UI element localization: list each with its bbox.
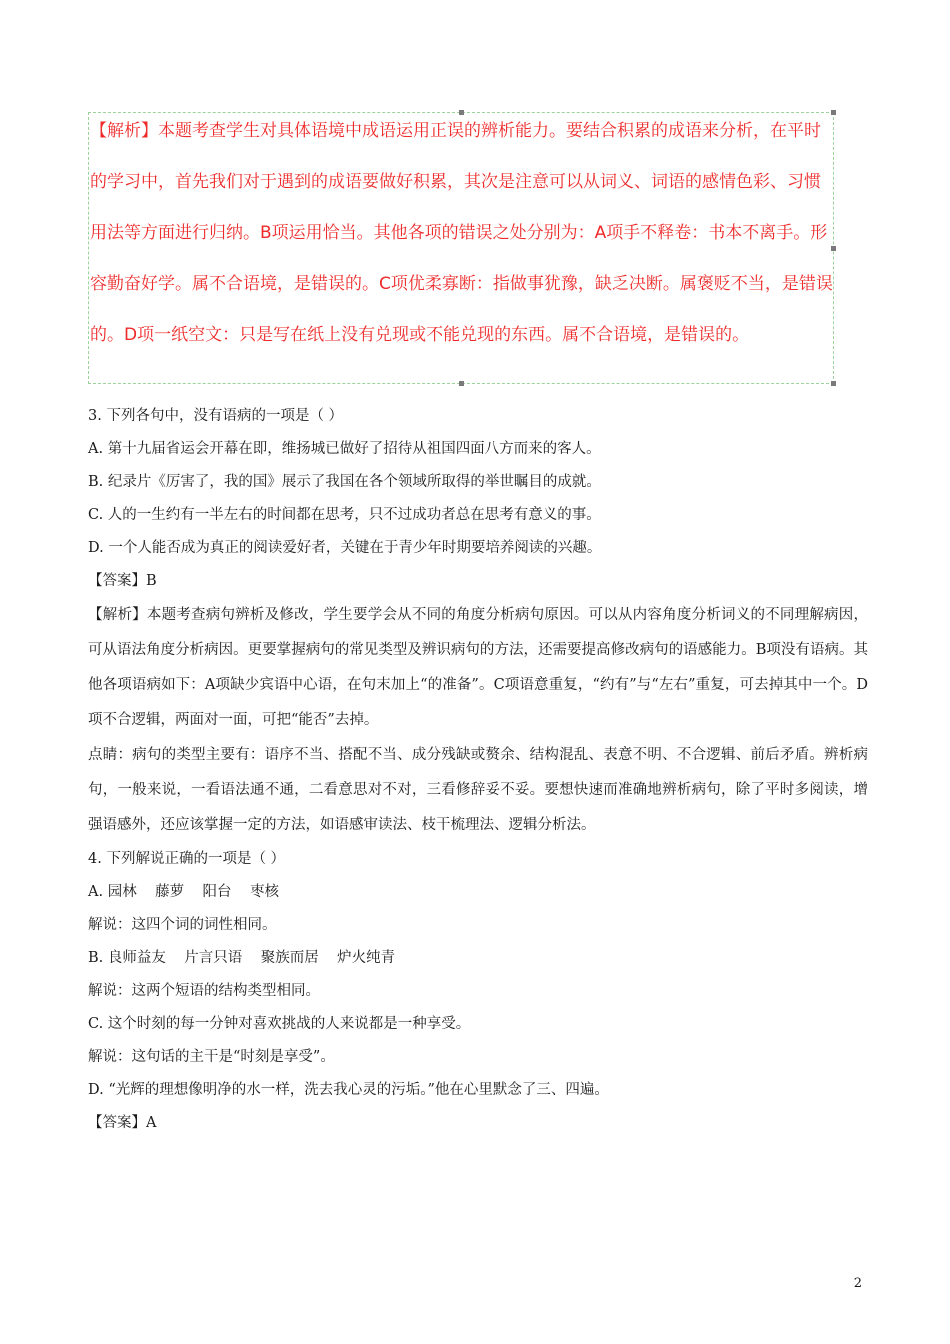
q3-option-a: A. 第十九届省运会开幕在即，维扬城已做好了招待从祖国四面八方而来的客人。 [88, 441, 601, 457]
q3-option-b: B. 纪录片《厉害了，我的国》展示了我国在各个领域所取得的举世瞩目的成就。 [88, 474, 601, 490]
q4-explain-a: 解说：这四个词的词性相同。 [88, 917, 277, 933]
resize-handle-bottom-right[interactable] [831, 381, 836, 386]
red-analysis-text: 【解析】本题考查学生对具体语境中成语运用正误的辨析能力。要结合积累的成语来分析，在平时的学习中，首先我们对于遇到的成语要做好积累，其次是注意可以从词义、词语的感情色彩、习惯用法等方面进行归纳。B项运用恰当。其他各项的错误之处分别为：A项手不释卷：书本不离手。形容勤奋好学。属不合语境，是错误的。C项优柔寡断：指做事犹豫，缺乏决断。属褒贬不当，是错误的。D项一纸空文：只是写在纸上没有兑现或不能兑现的东西。属不合语境，是错误的。 [90, 121, 833, 345]
q3-tip: 点睛：病句的类型主要有：语序不当、搭配不当、成分残缺或赘余、结构混乱、表意不明、不合逻辑、前后矛盾。辨析病句，一般来说，一看语法通不通，二看意思对不对，三看修辞妥不妥。要想快速而准确地辨析病句，除了平时多阅读，增强语感外，还应该掌握一定的方法，如语感审读法、枝干梳理法、逻辑分析法。 [88, 747, 868, 833]
q4-stem: 4. 下列解说正确的一项是（ ） [88, 851, 286, 867]
q4-explain-b: 解说：这两个短语的结构类型相同。 [88, 983, 320, 999]
q4-option-d: D. “光辉的理想像明净的水一样，洗去我心灵的污垢。”他在心里默念了三、四遍。 [88, 1082, 609, 1098]
q3-option-d: D. 一个人能否成为真正的阅读爱好者，关键在于青少年时期要培养阅读的兴趣。 [88, 540, 602, 556]
document-body [88, 400, 868, 1140]
q4-option-c: C. 这个时刻的每一分钟对喜欢挑战的人来说都是一种享受。 [88, 1016, 471, 1032]
q3-stem: 3. 下列各句中，没有语病的一项是（ ） [88, 408, 344, 424]
resize-handle-bottom-center[interactable] [459, 381, 464, 386]
q3-option-c: C. 人的一生约有一半左右的时间都在思考，只不过成功者总在思考有意义的事。 [88, 507, 601, 523]
q3-answer: 【答案】B [88, 573, 157, 589]
q3-analysis: 【解析】本题考查病句辨析及修改，学生要学会从不同的角度分析病句原因。可以从内容角度分析词义的不同理解病因，可从语法角度分析病因。更要掌握病句的常见类型及辨识病句的方法，还需要提高修改病句的语感能力。B项没有语病。其他各项语病如下：A项缺少宾语中心语，在句末加上“的准备”。C项语意重复，“约有”与“左右”重复，可去掉其中一个。D项不合逻辑，两面对一面，可把“能否”去掉。 [88, 607, 868, 728]
q4-explain-c: 解说：这句话的主干是“时刻是享受”。 [88, 1049, 335, 1065]
page-number: 2 [853, 1276, 862, 1291]
q4-option-a: A. 园林 藤萝 阳台 枣核 [88, 884, 279, 900]
q4-answer: 【答案】A [88, 1115, 157, 1131]
q4-option-b: B. 良师益友 片言只语 聚族而居 炉火纯青 [88, 950, 396, 966]
